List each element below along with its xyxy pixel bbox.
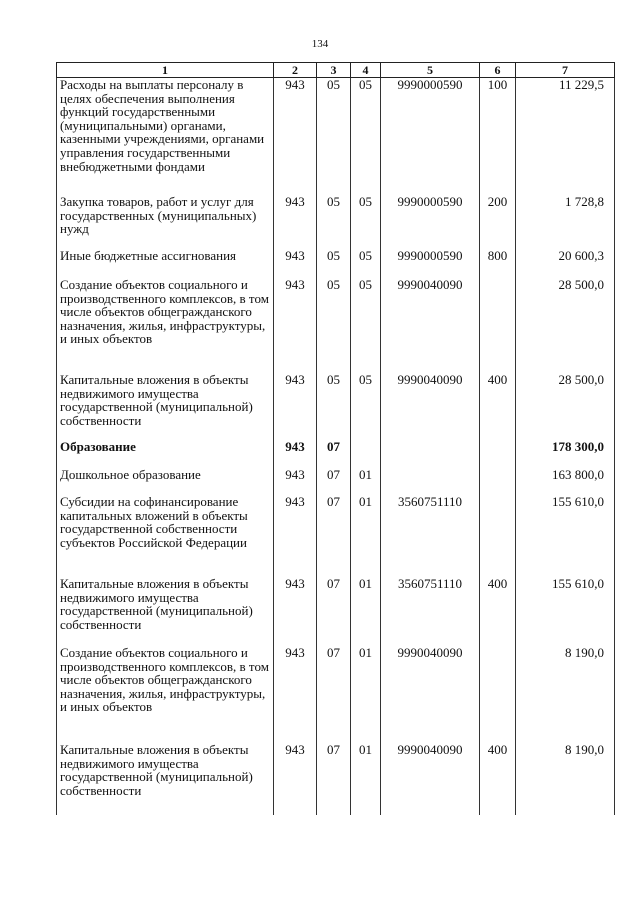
row-name: Дошкольное образование [57,468,274,495]
row-expense-type: 400 [480,743,516,815]
row-subsection: 05 [351,78,381,196]
table-row [57,495,615,577]
row-section: 05 [317,278,351,373]
row-section: 07 [317,646,351,743]
row-target-article: 9990040090 [381,743,480,815]
table-row [57,249,615,278]
row-ved: 943 [274,373,317,440]
row-subsection: 05 [351,195,381,249]
row-target-article: 9990000590 [381,195,480,249]
row-sum: 178 300,0 [516,440,615,468]
row-subsection: 01 [351,646,381,743]
row-section: 05 [317,78,351,196]
row-expense-type [480,646,516,743]
row-name: Капитальные вложения в объекты недвижимого имущества государственной (муниципальной) собственности [57,373,274,440]
row-ved: 943 [274,278,317,373]
table-row [57,195,615,249]
row-ved: 943 [274,743,317,815]
row-target-article: 9990040090 [381,646,480,743]
row-sum: 20 600,3 [516,249,615,278]
row-section: 07 [317,468,351,495]
row-section: 05 [317,195,351,249]
row-target-article: 9990000590 [381,78,480,196]
row-expense-type [480,440,516,468]
row-ved: 943 [274,440,317,468]
table-row [57,577,615,646]
row-ved: 943 [274,646,317,743]
row-expense-type [480,495,516,577]
row-section: 07 [317,577,351,646]
row-sum: 155 610,0 [516,577,615,646]
row-ved: 943 [274,195,317,249]
row-expense-type: 200 [480,195,516,249]
row-section: 07 [317,495,351,577]
row-subsection: 05 [351,249,381,278]
row-ved: 943 [274,78,317,196]
row-expense-type: 400 [480,373,516,440]
row-sum: 8 190,0 [516,646,615,743]
row-ved: 943 [274,468,317,495]
row-name: Субсидии на софинансирование капитальных вложений в объекты государственной собственности субъектов Российской Федерации [57,495,274,577]
row-subsection: 05 [351,278,381,373]
header-col-7: 7 [516,63,615,78]
row-sum: 11 229,5 [516,78,615,196]
header-col-1: 1 [57,63,274,78]
row-section: 07 [317,743,351,815]
header-col-3: 3 [317,63,351,78]
table-row [57,373,615,440]
row-target-article: 9990000590 [381,249,480,278]
row-ved: 943 [274,577,317,646]
row-subsection: 05 [351,373,381,440]
header-col-5: 5 [381,63,480,78]
row-subsection: 01 [351,577,381,646]
row-name: Создание объектов социального и производственного комплексов, в том числе объектов общегражданского назначения, жилья, инфраструктуры, и иных объектов [57,278,274,373]
table-row [57,646,615,743]
row-name: Расходы на выплаты персоналу в целях обеспечения выполнения функций государственными (муниципальными) органами, казенными учреждениями, органами управления государственными внебюджетными фондами [57,78,274,196]
row-target-article: 9990040090 [381,373,480,440]
row-expense-type: 100 [480,78,516,196]
table-row-section-total [57,440,615,468]
table-row [57,78,615,196]
row-name: Закупка товаров, работ и услуг для государственных (муниципальных) нужд [57,195,274,249]
row-sum: 8 190,0 [516,743,615,815]
header-col-6: 6 [480,63,516,78]
page-number: 134 [311,38,329,50]
row-subsection [351,440,381,468]
header-col-4: 4 [351,63,381,78]
row-sum: 163 800,0 [516,468,615,495]
row-ved: 943 [274,495,317,577]
header-row [57,63,615,78]
row-name: Капитальные вложения в объекты недвижимого имущества государственной (муниципальной) собственности [57,577,274,646]
row-sum: 155 610,0 [516,495,615,577]
row-name: Образование [57,440,274,468]
row-name: Иные бюджетные ассигнования [57,249,274,278]
row-expense-type [480,278,516,373]
row-target-article [381,468,480,495]
row-section: 07 [317,440,351,468]
row-name: Создание объектов социального и производственного комплексов, в том числе объектов общегражданского назначения, жилья, инфраструктуры, и иных объектов [57,646,274,743]
row-sum: 28 500,0 [516,278,615,373]
row-expense-type: 400 [480,577,516,646]
row-section: 05 [317,373,351,440]
row-ved: 943 [274,249,317,278]
row-sum: 28 500,0 [516,373,615,440]
row-expense-type: 800 [480,249,516,278]
row-target-article: 3560751110 [381,577,480,646]
row-name: Капитальные вложения в объекты недвижимого имущества государственной (муниципальной) собственности [57,743,274,815]
table-row [57,278,615,373]
budget-table [56,62,615,815]
header-col-2: 2 [274,63,317,78]
row-target-article: 9990040090 [381,278,480,373]
row-subsection: 01 [351,743,381,815]
table-row [57,743,615,815]
row-section: 05 [317,249,351,278]
row-subsection: 01 [351,495,381,577]
row-expense-type [480,468,516,495]
table-row [57,468,615,495]
row-target-article: 3560751110 [381,495,480,577]
row-target-article [381,440,480,468]
row-sum: 1 728,8 [516,195,615,249]
row-subsection: 01 [351,468,381,495]
